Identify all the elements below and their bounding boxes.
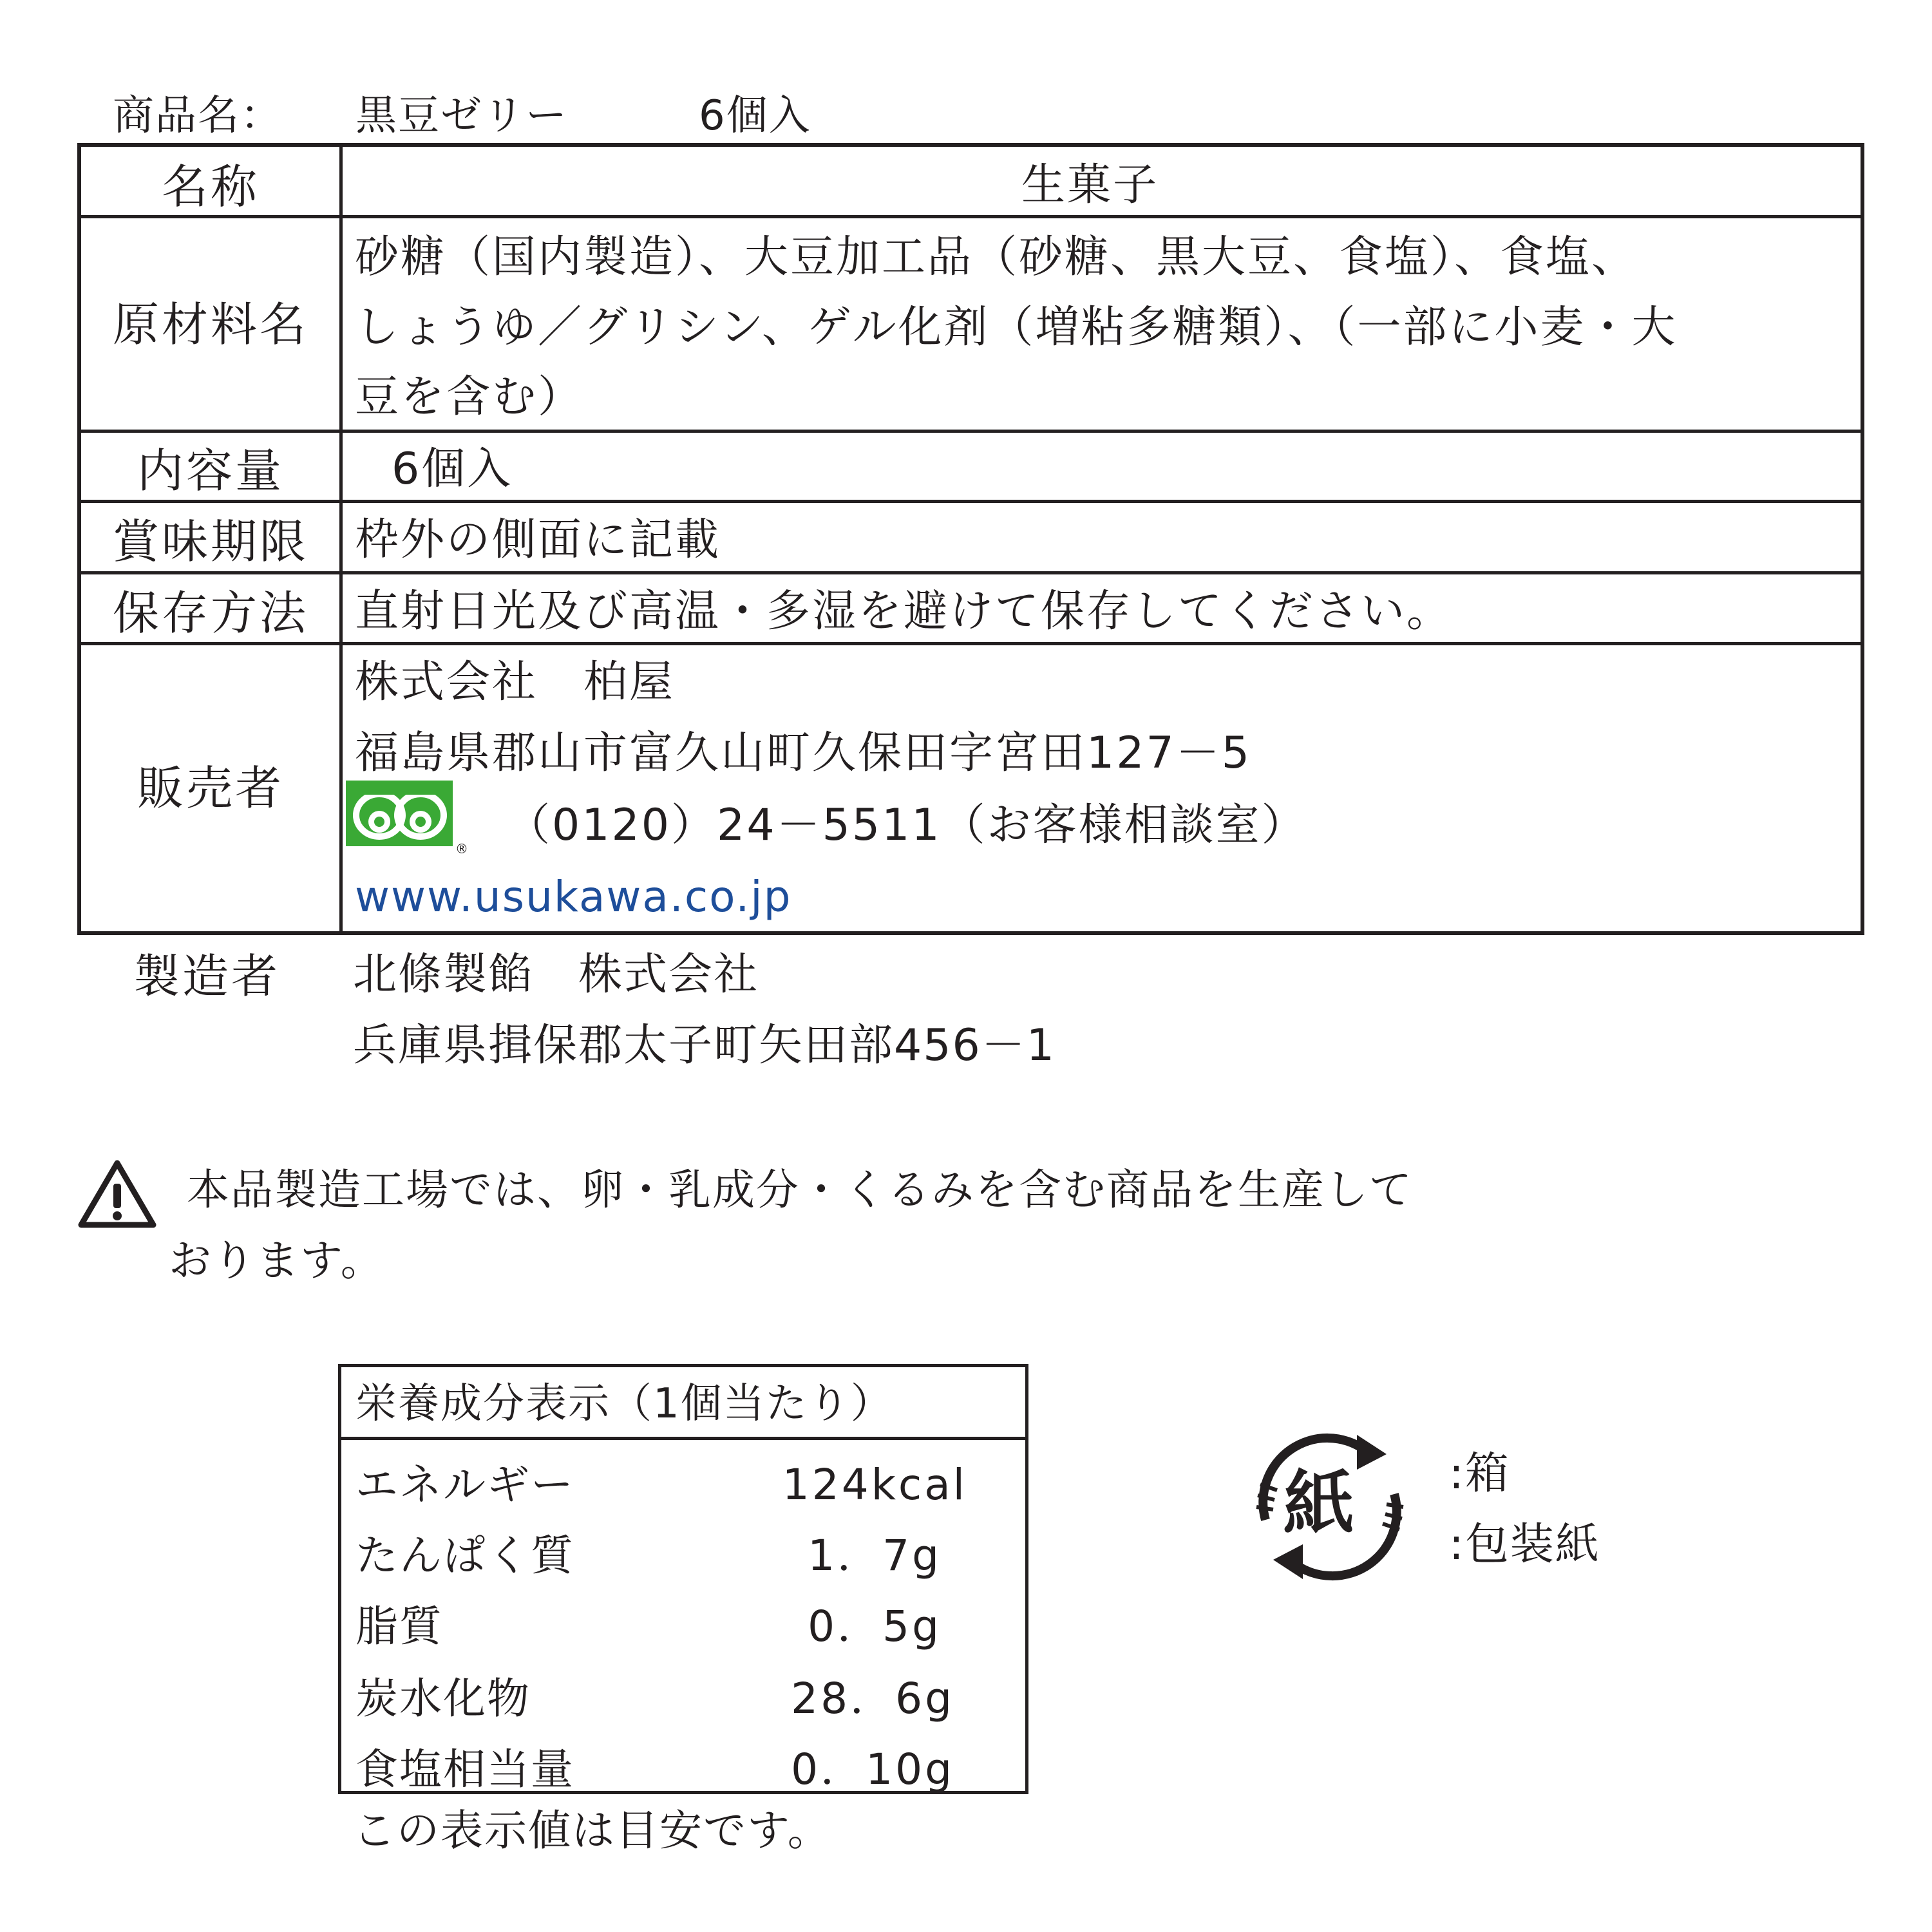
nutrition-value: 0．5g (808, 1602, 942, 1651)
nutrition-title: 栄養成分表示（1個当たり） (355, 1380, 893, 1428)
ingredients-head: 原材料名 (112, 298, 308, 352)
ingredients-line: 豆を含む） (355, 372, 584, 422)
nutrition-value: 1．7g (808, 1531, 942, 1580)
row-divider (81, 215, 1861, 218)
row-divider (81, 430, 1861, 433)
warning-line: 本品製造工場では、卵・乳成分・くるみを含む商品を生産して (187, 1165, 1413, 1215)
nutrition-value: 28．6g (791, 1674, 954, 1723)
ingredients-line: しょうゆ／グリシン、ゲル化剤（増粘多糖類）、（一部に小麦・大 (355, 302, 1678, 353)
product-quantity: 6個入 (699, 92, 811, 140)
nutrition-label: たんぱく質 (355, 1531, 574, 1580)
manufacturer-address: 兵庫県揖保郡太子町矢田部456－1 (353, 1020, 1056, 1071)
warning-icon (77, 1158, 158, 1229)
storage-head: 保存方法 (112, 586, 308, 640)
nutrition-value: 0．10g (791, 1745, 954, 1794)
nutrition-note: この表示値は目安です。 (353, 1806, 831, 1855)
seller-company: 株式会社 柏屋 (355, 657, 676, 708)
seller-head: 販売者 (137, 761, 284, 815)
nutrition-value: 124kcal (782, 1460, 967, 1510)
recycle-item: :包装紙 (1449, 1519, 1600, 1570)
registered-mark: ® (455, 841, 468, 857)
row-divider (81, 642, 1861, 645)
nutrition-table (338, 1364, 1028, 1794)
seller-url[interactable]: www.usukawa.co.jp (355, 872, 792, 922)
content-value: 6個入 (392, 444, 513, 495)
free-dial-icon (346, 781, 468, 857)
recycle-item: :箱 (1449, 1448, 1510, 1499)
seller-address: 福島県郡山市富久山町久保田字宮田127－5 (355, 728, 1252, 779)
manufacturer-head: 製造者 (133, 949, 280, 1003)
seller-phone: （0120）24－5511（お客様相談室） (506, 800, 1307, 851)
nutrition-label: 炭水化物 (355, 1674, 531, 1723)
nutrition-label: 脂質 (355, 1602, 443, 1651)
row-divider (81, 571, 1861, 574)
name-value: 生菓子 (1021, 160, 1159, 211)
ingredients-line: 砂糖（国内製造）、大豆加工品（砂糖、黒大豆、食塩）、食塩、 (355, 232, 1638, 283)
warning-line: おります。 (169, 1236, 384, 1285)
name-head: 名称 (161, 160, 260, 214)
manufacturer-company: 北條製餡 株式会社 (353, 949, 759, 1000)
paper-recycle-icon (1246, 1423, 1414, 1591)
product-name-label: 商品名： (113, 92, 283, 140)
best-before-value: 枠外の側面に記載 (355, 515, 721, 565)
content-head: 内容量 (137, 444, 284, 498)
nutrition-divider (341, 1437, 1025, 1440)
row-divider (81, 500, 1861, 503)
recycle-mark-text: 紙 (1283, 1463, 1354, 1545)
nutrition-label: エネルギー (355, 1460, 574, 1510)
best-before-head: 賞味期限 (112, 515, 308, 569)
product-name: 黒豆ゼリー (355, 92, 568, 140)
storage-value: 直射日光及び高温・多湿を避けて保存してください。 (355, 586, 1453, 637)
nutrition-label: 食塩相当量 (355, 1745, 574, 1794)
